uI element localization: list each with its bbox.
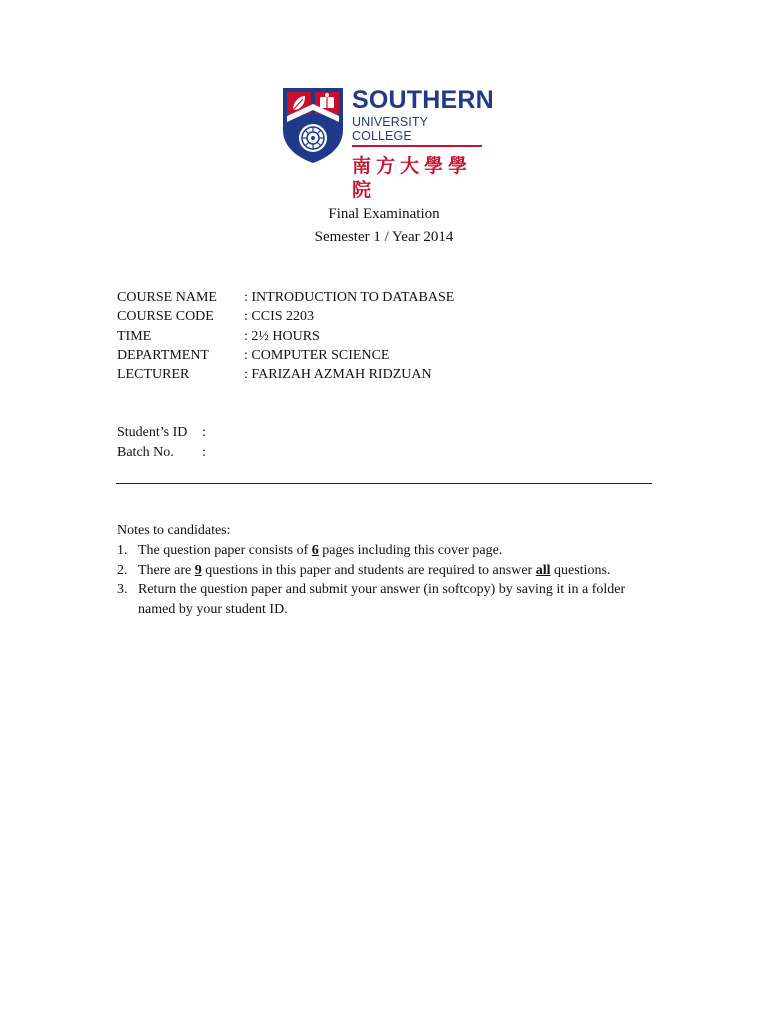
lecturer-label: LECTURER	[117, 367, 190, 383]
college-name: SOUTHERN	[352, 86, 494, 114]
college-chinese-name: 南方大學學院	[352, 155, 473, 201]
student-id-row	[117, 423, 206, 443]
page-count: 6	[311, 543, 319, 558]
section-divider	[116, 483, 652, 484]
time-label: TIME	[117, 328, 152, 344]
time-row	[117, 327, 454, 346]
question-count: 9	[194, 562, 202, 578]
course-name-value: : INTRODUCTION TO DATABASE	[244, 290, 455, 305]
student-id-colon: :	[202, 425, 206, 440]
course-code-row	[117, 307, 454, 326]
note-item	[117, 561, 657, 581]
college-subtitle: UNIVERSITY COLLEGE	[352, 115, 428, 143]
college-wordmark	[352, 86, 494, 202]
note-item	[117, 541, 657, 561]
note-text: There are	[138, 562, 195, 578]
lecturer-row	[117, 365, 454, 384]
student-id-label: Student’s ID	[117, 425, 188, 440]
lecturer-value: : FARIZAH AZMAH RIDZUAN	[244, 367, 432, 383]
course-name-label: COURSE NAME	[117, 290, 217, 305]
note-text: pages including this cover page.	[318, 543, 503, 558]
department-label: DEPARTMENT	[117, 347, 209, 363]
note-text: Return the question paper and submit your answer (in softcopy) by saving it in a folder named by your student ID.	[138, 582, 626, 617]
note-text: questions.	[550, 562, 611, 578]
department-row	[117, 346, 454, 365]
note-text: The question paper consists of	[138, 543, 312, 558]
time-value: : 2½ HOURS	[244, 328, 320, 344]
note-text: questions in this paper and students are required to answer	[201, 562, 536, 578]
note-number: 1.	[117, 543, 128, 558]
batch-no-label: Batch No.	[117, 445, 174, 460]
notes-heading: Notes to candidates:	[117, 523, 231, 538]
department-value: : COMPUTER SCIENCE	[244, 347, 390, 363]
college-logo	[281, 86, 494, 201]
student-info-block	[117, 423, 206, 463]
course-info-block	[117, 288, 454, 384]
note-item	[117, 580, 657, 619]
exam-title: Final Examination	[328, 206, 440, 222]
logo-divider	[352, 145, 482, 147]
course-code-label: COURSE CODE	[117, 309, 214, 325]
course-name-row	[117, 288, 454, 307]
note-number: 3.	[117, 582, 128, 597]
answer-requirement: all	[535, 562, 551, 578]
college-crest-icon	[281, 86, 345, 164]
batch-no-colon: :	[202, 445, 206, 460]
batch-no-row	[117, 443, 206, 463]
notes-to-candidates	[117, 521, 657, 619]
note-number: 2.	[117, 562, 128, 578]
course-code-value: : CCIS 2203	[244, 309, 315, 325]
exam-semester: Semester 1 / Year 2014	[314, 229, 454, 245]
